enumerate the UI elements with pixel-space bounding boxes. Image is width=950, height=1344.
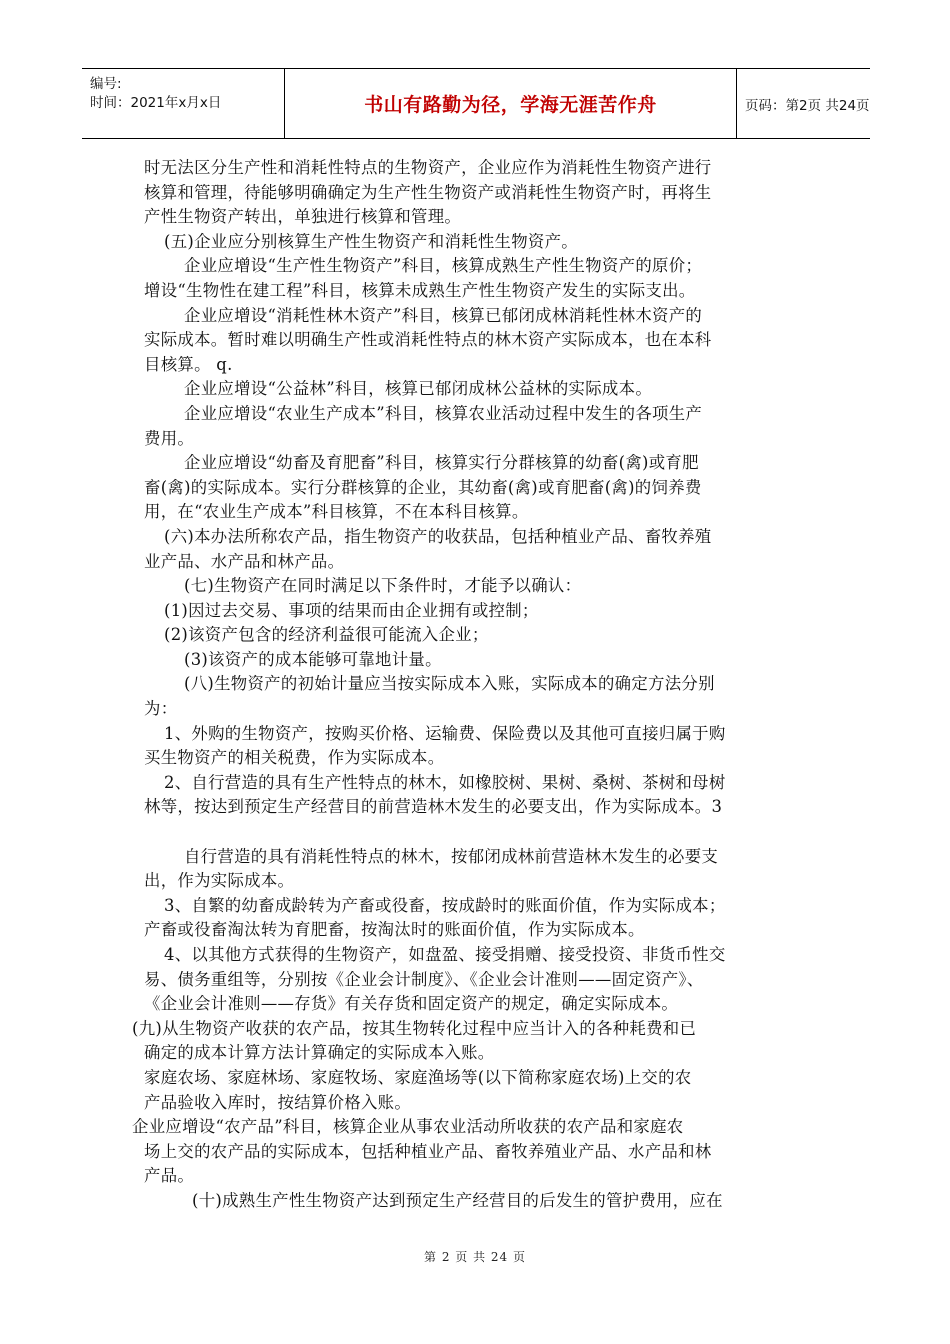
header-divider	[736, 69, 737, 138]
text-line: 企业应增设“农产品”科目，核算企业从事农业活动所收获的农产品和家庭农	[132, 1117, 684, 1137]
text-line: (十)成熟生产性生物资产达到预定生产经营目的后发生的管护费用，应在	[192, 1190, 723, 1210]
text-line: 费用。	[144, 428, 195, 448]
text-line: (五)企业应分别核算生产性生物资产和消耗性生物资产。	[164, 231, 578, 251]
text-line: 畜(禽)的实际成本。实行分群核算的企业，其幼畜(禽)或育肥畜(禽)的饲养费	[144, 477, 702, 497]
text-line: 场上交的农产品的实际成本，包括种植业产品、畜牧养殖业产品、水产品和林	[144, 1141, 712, 1161]
text-line: 3、自繁的幼畜成龄转为产畜或役畜，按成龄时的账面价值，作为实际成本；	[164, 895, 726, 915]
header-page-number: 页码：第2页 共24页	[745, 97, 870, 114]
text-line: 出，作为实际成本。	[144, 871, 295, 891]
text-line: 家庭农场、家庭林场、家庭牧场、家庭渔场等(以下简称家庭农场)上交的农	[144, 1067, 692, 1087]
text-line	[144, 820, 809, 845]
document-date-label: 时间：2021年x月x日	[90, 95, 222, 111]
text-line: 增设“生物性在建工程”科目，核算未成熟生产性生物资产发生的实际支出。	[144, 280, 696, 300]
text-line: 用，在“农业生产成本”科目核算，不在本科目核算。	[144, 502, 529, 522]
text-line: 产品。	[144, 1166, 195, 1186]
text-line: (六)本办法所称农产品，指生物资产的收获品，包括种植业产品、畜牧养殖	[164, 526, 712, 546]
header-motto: 书山有路勤为径，学海无涯苦作舟	[364, 94, 657, 116]
text-line: 产性生物资产转出，单独进行核算和管理。	[144, 207, 462, 227]
text-line: 核算和管理，待能够明确确定为生产性生物资产或消耗性生物资产时，再将生	[144, 182, 712, 202]
text-line: 为：	[144, 699, 178, 719]
page-footer: 第 2 页 共 24 页	[424, 1250, 526, 1264]
text-line: 产畜或役畜淘汰转为育肥畜，按淘汰时的账面价值，作为实际成本。	[144, 920, 645, 940]
text-line: (3)该资产的成本能够可靠地计量。	[184, 649, 442, 669]
text-line: (九)从生物资产收获的农产品，按其生物转化过程中应当计入的各种耗费和已	[132, 1018, 697, 1038]
text-line: 产品验收入库时，按结算价格入账。	[144, 1092, 412, 1112]
page-header	[82, 68, 870, 139]
text-line: 买生物资产的相关税费，作为实际成本。	[144, 748, 445, 768]
text-line: 自行营造的具有消耗性特点的林木，按郁闭成林前营造林木发生的必要支	[184, 846, 719, 866]
text-line: (2)该资产包含的经济利益很可能流入企业；	[164, 625, 489, 645]
text-line: 《企业会计准则——存货》有关存货和固定资产的规定，确定实际成本。	[144, 994, 679, 1014]
document-number-label: 编号:	[90, 76, 122, 92]
text-line: 企业应增设“生产性生物资产”科目，核算成熟生产性生物资产的原价；	[184, 256, 703, 276]
text-line: (八)生物资产的初始计量应当按实际成本入账，实际成本的确定方法分别	[184, 674, 715, 694]
text-line: 易、债务重组等，分别按《企业会计制度》、《企业会计准则——固定资产》、	[144, 969, 704, 989]
text-line: 时无法区分生产性和消耗性特点的生物资产，企业应作为消耗性生物资产进行	[144, 158, 712, 177]
text-line: (1)因过去交易、事项的结果而由企业拥有或控制；	[164, 600, 539, 620]
text-line: 确定的成本计算方法计算确定的实际成本入账。	[144, 1043, 495, 1063]
text-line: 企业应增设“消耗性林木资产”科目，核算已郁闭成林消耗性林木资产的	[184, 305, 703, 325]
text-line: (七)生物资产在同时满足以下条件时，才能予以确认：	[184, 576, 582, 596]
text-line: 企业应增设“农业生产成本”科目，核算农业活动过程中发生的各项生产	[184, 403, 703, 423]
text-line: 实际成本。暂时难以明确生产性或消耗性特点的林木资产实际成本，也在本科	[144, 330, 712, 350]
text-line: 业产品、水产品和林产品。	[144, 551, 345, 571]
text-line: 4、以其他方式获得的生物资产，如盘盈、接受捐赠、接受投资、非货币性交	[164, 945, 726, 964]
header-meta	[90, 75, 221, 113]
text-line: 2、自行营造的具有生产性特点的林木，如橡胶树、果树、桑树、茶树和母树	[164, 772, 726, 792]
text-line: 目核算。 q.	[144, 354, 233, 374]
text-line: 企业应增设“幼畜及育肥畜”科目，核算实行分群核算的幼畜(禽)或育肥	[184, 453, 699, 473]
text-line: 1、外购的生物资产，按购买价格、运输费、保险费以及其他可直接归属于购	[164, 723, 726, 743]
text-line: 企业应增设“公益林”科目，核算已郁闭成林公益林的实际成本。	[184, 379, 653, 399]
header-divider	[284, 69, 285, 138]
document-body	[132, 156, 809, 1214]
text-line: 林等，按达到预定生产经营目的前营造林木发生的必要支出，作为实际成本。3	[144, 797, 723, 817]
